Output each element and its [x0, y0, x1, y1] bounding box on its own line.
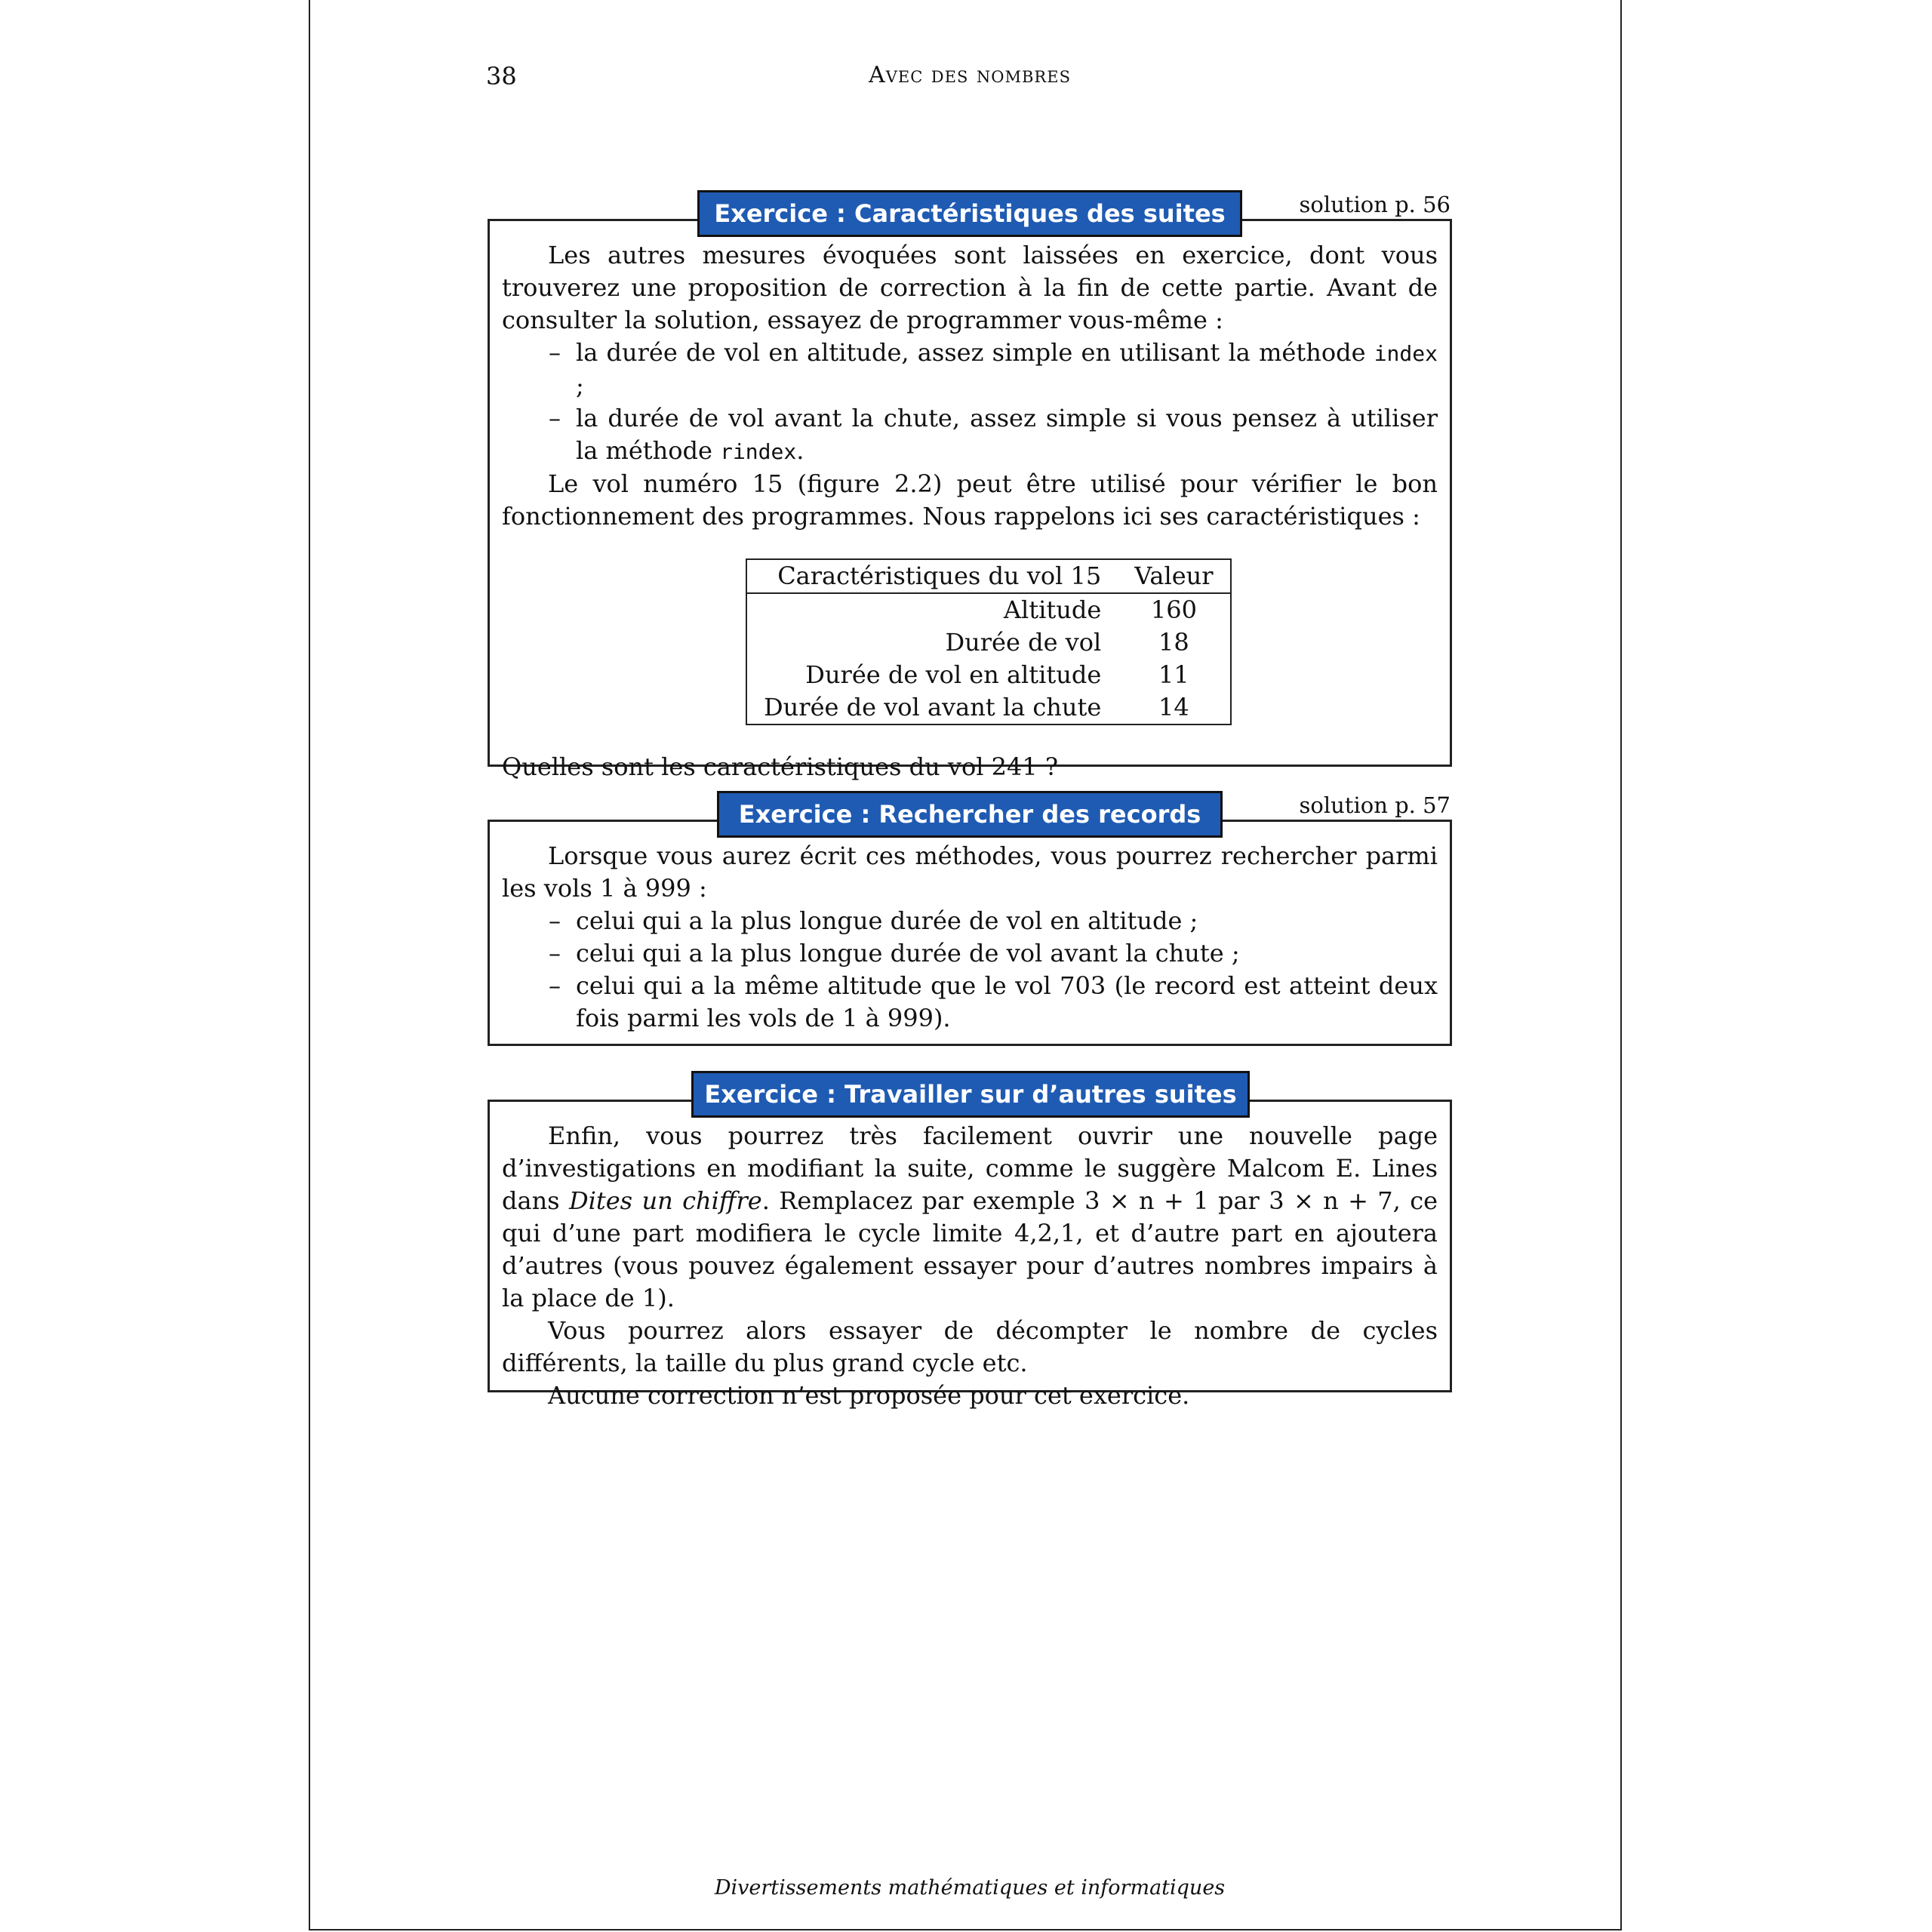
table-cell: Durée de vol [945, 628, 1102, 657]
exercise-1-title: Exercice : Caractéristiques des suites [697, 190, 1242, 237]
formula: 3 × n + 7 [1269, 1186, 1393, 1215]
book-title: Dites un chiffre [568, 1186, 762, 1215]
table-cell: Durée de vol avant la chute [764, 693, 1102, 721]
exercise-1-question: Quelles sont les caractéristiques du vol 241 ? [502, 752, 1059, 781]
page-footer: Divertissements mathématiques et informatiques [714, 1876, 1226, 1900]
table-row [746, 691, 1231, 724]
item-text-end: ; [576, 371, 584, 400]
item-text-end: . [796, 436, 804, 465]
code-rindex: rindex [720, 439, 797, 464]
list-dash: – [549, 404, 561, 432]
table-cell: Durée de vol en altitude [805, 660, 1102, 689]
exercise-1-item-1 [502, 337, 1438, 402]
exercise-2-item-1 [502, 905, 1438, 937]
list-dash: – [549, 971, 561, 1000]
exercise-1-solution-ref: solution p. 56 [1299, 192, 1451, 217]
para-text: , ce qui d’une part modifiera le cycle limite 4,2,1, et d’autre part en ajoutera d’autres (vous pouvez également essayer pour d’autres nombres impairs à la place de 1). [502, 1186, 1438, 1312]
page-number: 38 [486, 62, 517, 91]
list-dash: – [549, 906, 561, 935]
item-text: celui qui a la plus longue durée de vol avant la chute ; [576, 939, 1240, 968]
exercise-2-box [488, 820, 1452, 1046]
exercise-2-item-2 [502, 937, 1438, 970]
table-row [746, 626, 1231, 659]
exercise-3-para-3: Aucune correction n’est proposée pour cet exercice. [548, 1381, 1190, 1410]
item-text: la durée de vol en altitude, assez simple en utilisant la méthode [576, 338, 1374, 367]
running-head: Avec des nombres [869, 62, 1071, 88]
exercise-2-title: Exercice : Rechercher des records [717, 791, 1223, 838]
exercise-2-item-3 [502, 970, 1438, 1035]
list-dash: – [549, 338, 561, 367]
table-header-cell: Caractéristiques du vol 15 [746, 559, 1118, 593]
table-header-row [746, 559, 1231, 593]
list-dash: – [549, 939, 561, 968]
exercise-1-para-2: Le vol numéro 15 (figure 2.2) peut être utilisé pour vérifier le bon fonctionnement des programmes. Nous rappelons ici ses caractéristiques : [502, 469, 1438, 531]
exercise-2-intro: Lorsque vous aurez écrit ces méthodes, vous pourrez rechercher parmi les vols 1 à 999 : [502, 841, 1438, 903]
flight-15-table [746, 558, 1232, 725]
code-index: index [1374, 341, 1438, 366]
exercise-1-intro: Les autres mesures évoquées sont laissées en exercice, dont vous trouverez une proposition de correction à la fin de cette partie. Avant de consulter la solution, essayez de programmer vous-même : [502, 241, 1438, 334]
table-row [746, 659, 1231, 691]
exercise-1-item-2 [502, 402, 1438, 468]
para-text: Enfin, vous pourrez très facilement ouvrir une nouvelle page d’investigations en modifiant la suite, comme le suggère Malcom E. Lines dans [502, 1121, 1438, 1215]
item-text: celui qui a la plus longue durée de vol en altitude ; [576, 906, 1198, 935]
item-text: la durée de vol avant la chute, assez simple si vous pensez à utiliser la méthode [576, 404, 1438, 465]
table-cell: Altitude [1003, 595, 1102, 624]
exercise-3-title: Exercice : Travailler sur d’autres suites [691, 1071, 1250, 1118]
para-text: . Remplacez par exemple [761, 1186, 1085, 1215]
exercise-3-para-2: Vous pourrez alors essayer de décompter le nombre de cycles différents, la taille du plus grand cycle etc. [502, 1316, 1438, 1377]
table-cell: 18 [1158, 628, 1189, 657]
table-cell: 14 [1158, 693, 1189, 721]
table-cell: 160 [1150, 595, 1197, 624]
item-text: celui qui a la même altitude que le vol 703 (le record est atteint deux fois parmi les vols de 1 à 999). [576, 971, 1438, 1032]
table-cell: 11 [1158, 660, 1189, 689]
exercise-3-para-1 [502, 1120, 1438, 1315]
table-row [746, 593, 1231, 626]
table-header-cell: Valeur [1118, 559, 1230, 593]
exercise-2-solution-ref: solution p. 57 [1299, 792, 1451, 818]
para-text: par [1208, 1186, 1269, 1215]
exercise-1-box [488, 219, 1452, 781]
exercise-3-box [488, 1100, 1452, 1410]
formula: 3 × n + 1 [1084, 1186, 1209, 1215]
